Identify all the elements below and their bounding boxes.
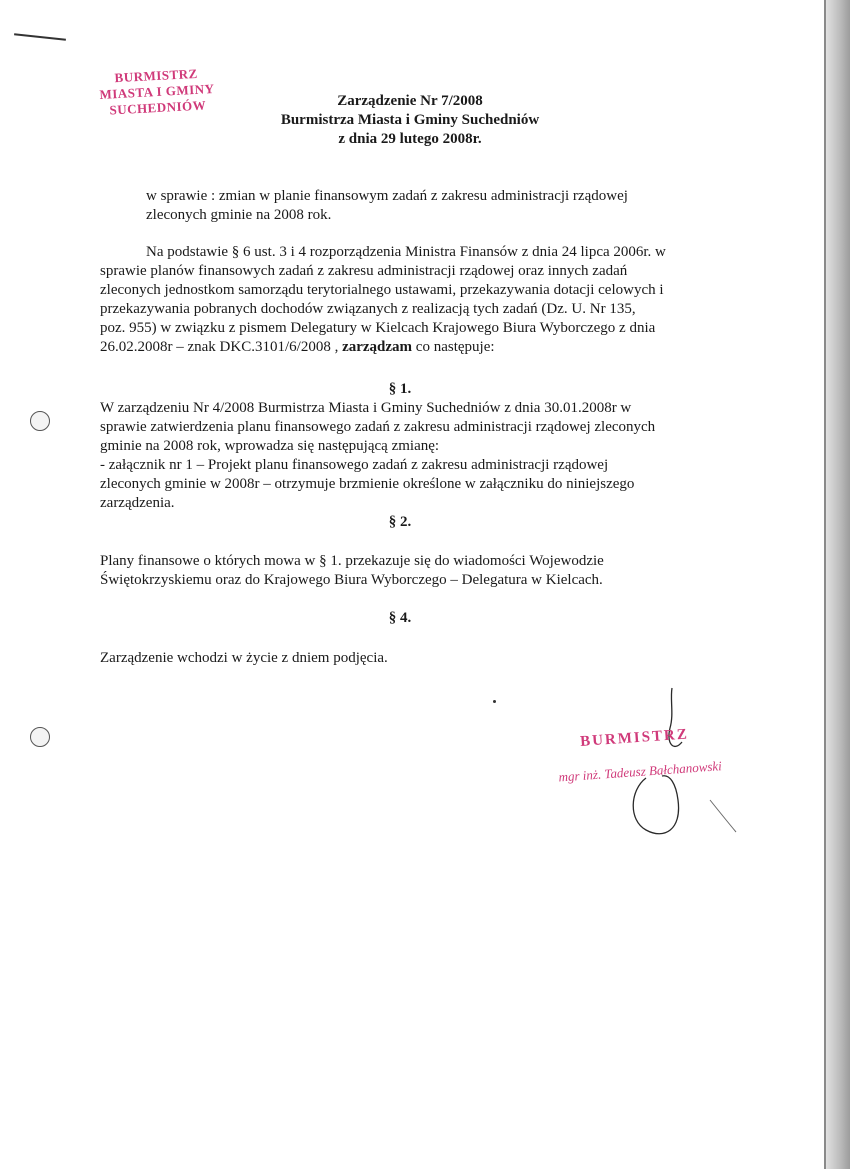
legal-basis-last-prefix: 26.02.2008r – znak DKC.3101/6/2008 , (100, 339, 343, 355)
section-2-line: Plany finansowe o których mowa w § 1. przekazuje się do wiadomości Wojewodzie (100, 553, 604, 569)
mayor-stamp-title: BURMISTRZ (579, 726, 690, 750)
legal-basis-paragraph (100, 243, 732, 357)
section-1-line: zleconych gminie w 2008r – otrzymuje brzmienie określone w załączniku do niniejszego (100, 476, 635, 492)
ordinance-date: z dnia 29 lutego 2008r. (338, 131, 482, 147)
subject-line: zleconych gminie na 2008 rok. (146, 207, 332, 223)
section-2-paragraph (100, 552, 740, 590)
section-1-paragraph (100, 399, 740, 513)
legal-basis-line: poz. 955) w związku z pismem Delegatury w Kielcach Krajowego Biura Wyborczego z dnia (100, 320, 656, 336)
ink-speck (493, 700, 496, 703)
subject-line: w sprawie : zmian w planie finansowym zadań z zakresu administracji rządowej (146, 188, 628, 204)
subject-paragraph (146, 187, 730, 225)
section-1-line: sprawie zatwierdzenia planu finansowego zadań z zakresu administracji rządowej zleconych (100, 419, 656, 435)
punch-hole-lower (30, 727, 50, 747)
scan-edge-shadow (824, 0, 850, 1169)
section-1-line: - załącznik nr 1 – Projekt planu finansowego zadań z zakresu administracji rządowej (100, 457, 609, 473)
section-4-heading: § 4. (388, 610, 412, 626)
legal-basis-last-suffix: co następuje: (412, 339, 495, 355)
document-header (200, 92, 620, 149)
office-stamp-line2: MIASTA I GMINY (99, 80, 215, 103)
pen-mark (14, 33, 66, 40)
ordinance-issuer: Burmistrza Miasta i Gminy Suchedniów (280, 112, 540, 128)
legal-basis-last-line (100, 338, 732, 357)
ordinance-number: Zarządzenie Nr 7/2008 (337, 93, 483, 109)
section-1-heading: § 1. (388, 381, 412, 397)
section-4-line: Zarządzenie wchodzi w życie z dniem podjęcia. (100, 650, 388, 666)
section-2-line: Świętokrzyskiemu oraz do Krajowego Biura Wyborczego – Delegatura w Kielcach. (100, 572, 603, 588)
section-1-line: W zarządzeniu Nr 4/2008 Burmistrza Miasta i Gminy Suchedniów z dnia 30.01.2008r w (100, 400, 632, 416)
legal-basis-line: zleconych jednostkom samorządu terytorialnego ustawami, przekazywania dotacji celowych i (100, 282, 664, 298)
office-stamp-line1: BURMISTRZ (114, 65, 199, 86)
section-1-line: gminie na 2008 rok, wprowadza się następującą zmianę: (100, 438, 440, 454)
section-4-paragraph (100, 649, 740, 668)
punch-hole-upper (30, 411, 50, 431)
legal-basis-line: Na podstawie § 6 ust. 3 i 4 rozporządzenia Ministra Finansów z dnia 24 lipca 2006r. w (146, 244, 666, 260)
mayor-stamp-name: mgr inż. Tadeusz Bałchanowski (558, 758, 723, 785)
decree-keyword: zarządzam (342, 339, 413, 355)
office-stamp-line3: SUCHEDNIÓW (109, 97, 207, 118)
section-2-heading: § 2. (388, 514, 412, 530)
legal-basis-line: sprawie planów finansowych zadań z zakresu administracji rządowej oraz innych zadań (100, 263, 628, 279)
section-1-line: zarządzenia. (100, 495, 175, 511)
legal-basis-line: przekazywania pobranych dochodów związanych z realizacją tych zadań (Dz. U. Nr 135, (100, 301, 636, 317)
